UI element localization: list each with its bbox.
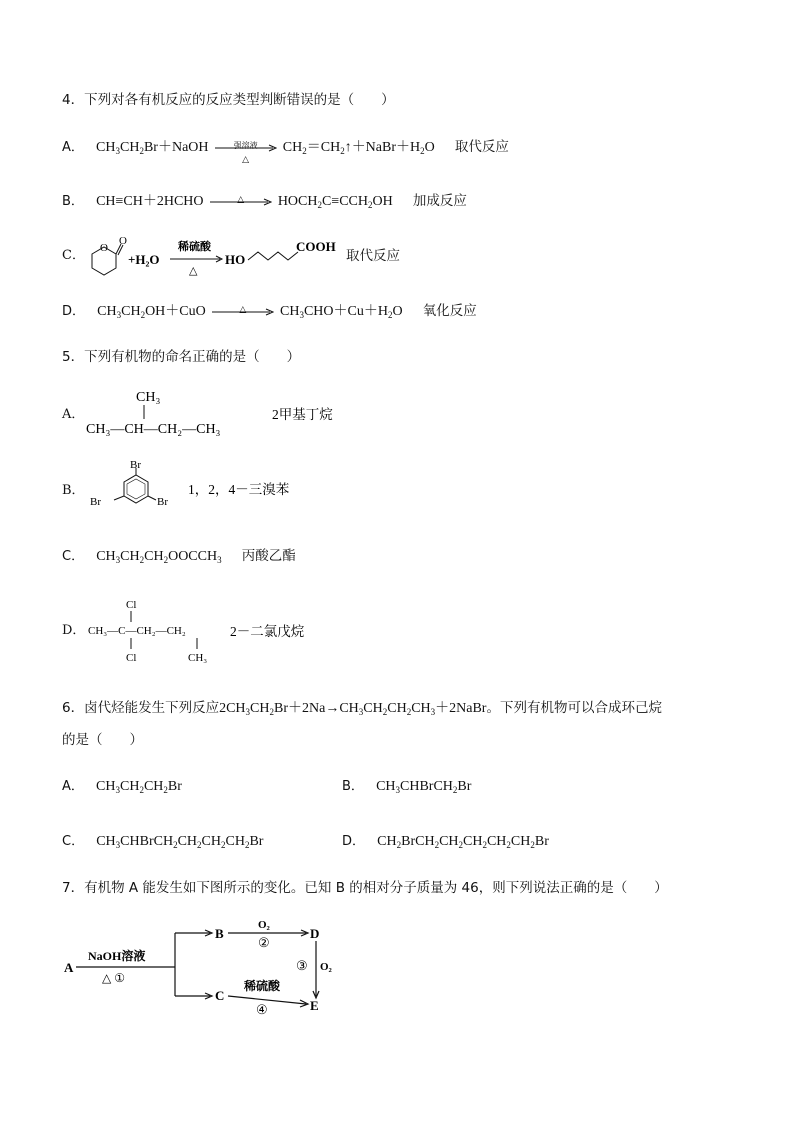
q5-a-label: A． bbox=[62, 407, 85, 422]
q4-d-arrow bbox=[212, 303, 274, 321]
q5-d-cl-top: Cl bbox=[126, 599, 137, 611]
q5-c-formula: $CH_3CH_2CH_2OOCCH_3$ bbox=[96, 549, 222, 565]
q4-b-cond-top: △ bbox=[237, 194, 245, 205]
q6-stem-prefix: 6．卤代烃能发生下列反应 bbox=[62, 700, 220, 716]
q4-option-b bbox=[62, 192, 467, 211]
q7-step-4: ④ bbox=[256, 1002, 268, 1017]
q4-c-cond-bottom: △ bbox=[189, 265, 198, 277]
q6-a-formula: $CH_3CH_2CH_2Br$ bbox=[96, 779, 182, 795]
q4-b-arrow bbox=[210, 193, 272, 211]
q5-b-br-left: Br bbox=[90, 496, 101, 508]
q5-a-name: 2甲基丁烷 bbox=[272, 407, 333, 422]
q4-c-cond-top: 稀硫酸 bbox=[178, 241, 211, 253]
q6-b-label: B． bbox=[342, 779, 364, 794]
lactone-ring bbox=[92, 235, 127, 275]
q4-d-label: D． bbox=[62, 304, 86, 319]
q7-cond-o2-3: O₂ bbox=[320, 961, 332, 973]
q6-option-d bbox=[342, 833, 549, 851]
q6-c-label: C． bbox=[62, 834, 85, 849]
q7-node-d: D bbox=[310, 926, 320, 941]
q4-b-products: $HOCH_2C\equiv CCH_2OH$ bbox=[277, 194, 393, 210]
q4-option-c-label: C． bbox=[62, 248, 85, 263]
q6-stem-suffix: 。下列有机物可以合成环己烷 bbox=[486, 700, 662, 716]
q5-c-label: C． bbox=[62, 549, 85, 564]
q4-a-arrow bbox=[215, 139, 277, 165]
q6-stem-line2: 的是（ ） bbox=[62, 732, 143, 748]
q5-option-d-structure bbox=[84, 594, 324, 666]
q4-option-a bbox=[62, 138, 509, 165]
q7-step-2: ② bbox=[258, 935, 270, 950]
q7-node-a: A bbox=[64, 960, 74, 975]
q6-b-formula: $CH_3CHBrCH_2Br$ bbox=[376, 779, 472, 795]
q5-b-br-right: Br bbox=[157, 496, 168, 508]
q6-a-label: A． bbox=[62, 779, 84, 794]
q4-c-type-wrap bbox=[346, 247, 400, 266]
q4-d-products: $CH_3CHO+Cu+H_2O$ bbox=[280, 304, 403, 320]
q4-b-reactants: CH≡CH＋2HCHO bbox=[96, 194, 204, 209]
q5-d-label: D． bbox=[62, 623, 86, 638]
q4-c-plus-water: +H₂O bbox=[128, 252, 160, 267]
q7-cond-heat-1: △ ① bbox=[102, 971, 125, 985]
q4-a-cond-bottom: △ bbox=[242, 154, 250, 165]
q4-a-cond-top: 强溶液 bbox=[233, 140, 258, 150]
q7-cond-o2-2: O₂ bbox=[258, 919, 270, 931]
q5-option-b-structure bbox=[84, 460, 324, 520]
q7-step-3: ③ bbox=[296, 958, 308, 973]
q6-option-a bbox=[62, 778, 182, 796]
q5-option-c bbox=[62, 547, 296, 566]
q6-option-b bbox=[342, 778, 471, 796]
q4-b-type: 加成反应 bbox=[412, 193, 467, 209]
q4-a-label: A． bbox=[62, 140, 84, 155]
carbonyl-oxygen: O bbox=[119, 235, 127, 247]
q5-option-a-structure bbox=[84, 385, 354, 441]
q4-c-product-ho: HO bbox=[225, 252, 246, 267]
q4-d-type: 氧化反应 bbox=[422, 303, 477, 319]
q5-d-cl-bottom: Cl bbox=[126, 652, 137, 664]
ring-oxygen: O bbox=[100, 242, 108, 254]
q7-cond-acid: 稀硫酸 bbox=[244, 979, 281, 993]
q5-b-label: B． bbox=[62, 483, 85, 498]
q4-c-type: 取代反应 bbox=[346, 248, 400, 264]
q4-option-c-scheme bbox=[82, 234, 362, 280]
q5-a-top: CH₃ bbox=[136, 390, 161, 405]
q4-stem: 4．下列对各有机反应的反应类型判断错误的是（ ） bbox=[62, 92, 395, 108]
q6-option-c bbox=[62, 833, 263, 851]
q4-b-label: B． bbox=[62, 194, 84, 209]
q6-d-formula: $CH_2BrCH_2CH_2CH_2CH_2CH_2Br$ bbox=[377, 834, 549, 850]
q4-a-products: $CH_2=CH_2↑+NaBr+H_2O$ bbox=[282, 140, 435, 156]
q6-reaction: $2CH_3CH_2Br+2Na\to CH_3CH_2CH_2CH_3+2NaBr$ bbox=[219, 701, 487, 717]
q6-stem bbox=[62, 699, 662, 718]
q7-stem: 7．有机物 A 能发生如下图所示的变化。已知 B 的相对分子质量为 46，则下列说法正确的是（ ） bbox=[62, 880, 668, 896]
q4-a-type: 取代反应 bbox=[454, 139, 509, 155]
q7-cond-naoh: NaOH溶液 bbox=[88, 949, 146, 963]
q4-c-product-cooh: COOH bbox=[296, 239, 336, 254]
q4-a-reactants: $CH_3CH_2Br+NaOH$ bbox=[96, 140, 209, 156]
q4-c-zigzag bbox=[248, 252, 298, 260]
q4-d-reactants: $CH_3CH_2OH+CuO$ bbox=[97, 304, 206, 320]
q5-b-br-top: Br bbox=[130, 460, 141, 471]
q5-d-main: CH₃—C—CH₂—CH₂ bbox=[88, 625, 186, 637]
q5-b-name: 1，2，4－三溴苯 bbox=[188, 482, 290, 497]
q5-a-main: CH₃—CH—CH₂—CH₃ bbox=[86, 422, 221, 437]
q5-c-name: 丙酸乙酯 bbox=[241, 548, 296, 564]
q5-d-name: 2－二氯戊烷 bbox=[230, 624, 305, 639]
q5-stem: 5．下列有机物的命名正确的是（ ） bbox=[62, 349, 301, 365]
q7-node-c: C bbox=[215, 988, 225, 1003]
q5-d-ch3: CH₃ bbox=[188, 652, 208, 664]
q7-node-b: B bbox=[215, 926, 224, 941]
q6-c-formula: $CH_3CHBrCH_2CH_2CH_2CH_2Br$ bbox=[96, 834, 264, 850]
q4-d-cond-top: △ bbox=[239, 304, 247, 315]
q6-d-label: D． bbox=[342, 834, 366, 849]
q4-option-d bbox=[62, 302, 477, 321]
q7-node-e: E bbox=[310, 998, 319, 1013]
q7-flow-diagram bbox=[60, 912, 360, 1022]
